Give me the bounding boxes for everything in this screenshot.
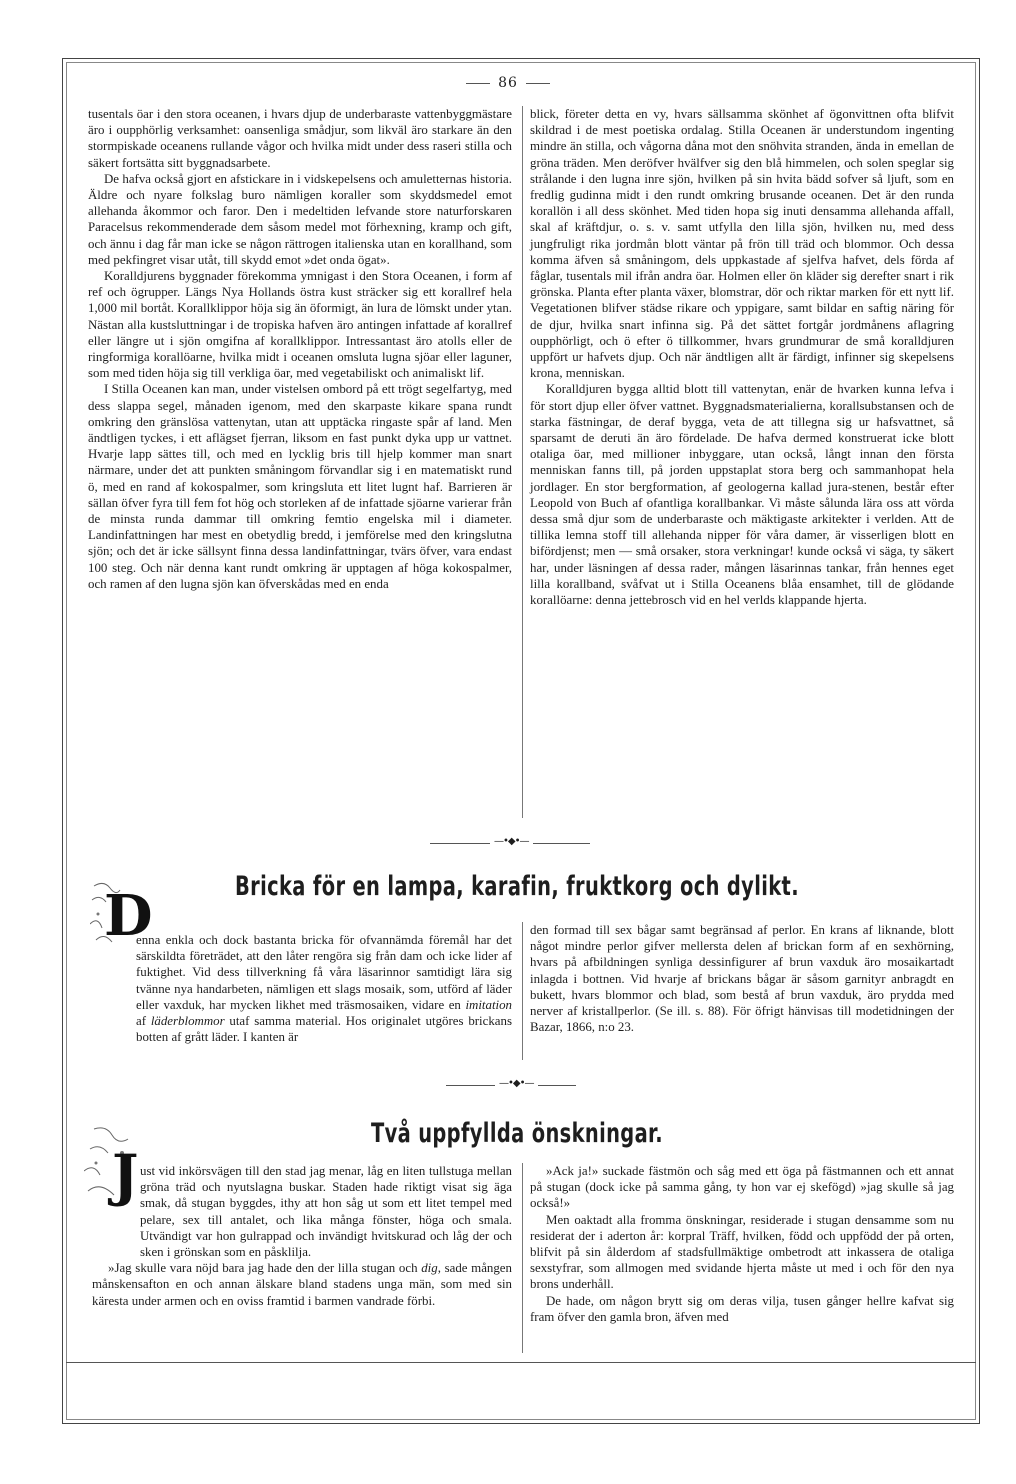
drop-cap-j: J (112, 1143, 139, 1209)
section-title-bricka: Bricka för en lampa, karafin, fruktkorg och dylikt. (234, 871, 799, 902)
column-divider (522, 922, 523, 1060)
paragraph: De hade, om någon brytt sig om deras vilja, tusen gånger hellre kafvat sig fram öfver den gamla bron, äfven med (530, 1293, 954, 1324)
bricka-left-column (92, 932, 512, 1045)
paragraph: Men oaktadt alla fromma önskningar, residerade i stugan densamme som nu residerat der i aderton år: korpral Träff, hvilken, född och uppfödd der på orten, blifvit på sin ålderdom af stadsfullmäktige ombetrodt att inkassera de otaliga sexstyfrar, som allmogen med svidande hjerta måste ut med i och för den nya brons underhåll. (530, 1212, 954, 1292)
paragraph: De hafva också gjort en afstickare in i vidskepelsens och amuletternas historia. Äldre och nyare folkslag buro nämligen koraller som skyddsmedel emot allehanda åkommor och faror. Den i medeltiden lefvande store naturforskaren Paracelsus rekommenderade dem såsom medel mot förhexning, kramp och gift, och ännu i dag får man icke se någon rättrogen italienska utan en korallhand, som med pekfingret visar utåt, till skydd emot »det onda ögat». (88, 171, 512, 267)
page-number: 86 (0, 75, 1016, 91)
paragraph: I Stilla Oceanen kan man, under vistelsen ombord på ett trögt segelfartyg, med dess slappa segel, månaden igenom, med den skarpaste kikare spana rundt omkring den gränslösa vattenytan, utan att upptäcka ringaste spår af land. Men ändtligen tyckes, i ett aflägset fjerran, liksom en fast punkt dyka upp ur vattnet. Hvarje lapp sättes till, och med en lycklig bris till hjelp kommer man snart närmare, under det att punkten småningom förvandlar sig i en matematiskt rund ö, med en rand af kokospalmer, som kringsluta ett litet lugnt haf. Barrieren är sällan öfver fyra till fem fot hög och storleken af de infattade sjöarne varierar från de minsta runda dammar till omkring femtio engelska mil i diameter. Landinfattningen har mest en obetydlig bredd, i jemförelse med den kringslutna sjön; och det är icke sällsynt finna dessa landinfattningar, tvärs öfver, vara endast 100 steg. Och när denna kant rundt omkring är upptagen af höga kokospalmer, och ramen af den lugna sjön kan öfverskådas med en enda (88, 382, 512, 591)
top-article-left-column (88, 106, 512, 592)
bottom-rule (66, 1362, 976, 1363)
separator-ornament-icon: —•◆•— (490, 836, 533, 847)
paragraph: tusentals öar i den stora oceanen, i hvars djup de underbaraste vattenbyggmästare äro i oupphörlig verksamhet: oansenliga smådjur, som likväl äro starkare än den stormpiskade oceanens rullande vågor och hvilka midt under dess raseri stilla och säkert fortsätta sitt byggnadsarbete. (88, 107, 512, 170)
paragraph: Koralldjuren bygga alltid blott till vattenytan, enär de hvarken kunna lefva i för stort djup eller öfver vattnet. Byggnadsmaterialierna, korallsubstansen och de starka fästningar, de deraf bygga, veta de att tillegna sig ur hafsvattnet, så sparsamt de deruti än äro fördelade. De hafva dermed konstruerat icke blott otaliga öar, med millioner inbyggare, utan också, långt innan den första menniskan fanns till, på jorden uppstaplat stora berg och sammanhopat hela jordlager. En stor bergformation, af geologerna kallad jura-stenen, består efter Leopold von Buch af ofantliga korallbankar. Vi måste sålunda lära oss att vörda dessa små djur som de underbaraste och mäktigaste arkitekter i verlden. Att de tillika lemna stoff till allehanda nipper för våra damer, är visserligen blott en bifördjenst; men — små orsaker, stora verkningar! kunde också vi säga, ty säkert har, under läsningen af dessa rader, mången läsarinnas tankar, från hennes eget lilla korallband, svåfvat ut i Stilla Oceanens blåa ensamhet, till de glödande korallöarne: denna jettebrosch vid en hel verlds klappande hjerta. (530, 382, 954, 608)
paragraph: den formad till sex bågar samt begränsad af perlor. En krans af liknande, blott något mindre perlor gifver mellersta delen af brickan form af en sexhörning, hvars på afbildningen synliga dessinfigurer af brun vaxduk äro mosaikartadt inlagda i bottnen. Vid hvarje af brickans bågar är såsom garnityr anbragdt en bukett, hvars blommor och blad, som bestå af brun vaxduk, äro prydda med nerver af kristallperlor. (Se ill. s. 88). För öfrigt hänvisas till modetidningen der Bazar, 1866, n:o 23. (530, 923, 954, 1035)
column-divider (522, 1163, 523, 1353)
section-title-tva: Två uppfyllda önskningar. (370, 1118, 663, 1149)
paragraph: »Ack ja!» suckade fästmön och såg med ett öga på fästmannen och ett annat på stugan (dock icke på samma gång, ty hon var ej skefögd) »jag skulle så jag också!» (530, 1164, 954, 1211)
paragraph: blick, företer detta en vy, hvars sällsamma skönhet af ögonvittnen ofta blifvit skildrad i de mest poetiska ordalag. Stilla Oceanen är understundom ingenting mindre än stilla, och vågorna dåna mot den snöhvita stranden, ända in emellan de gröna träden. Men deröfver hvälfver sig den blå himmelen, och solen speglar sig strålande i den lugna inre sjön, hvilken på sin hvita bädd sofver så ljuft, som en fredlig gudinna midt i den rundt omkring brusande oceanen. Det är den runda korallön i all dess skönhet. Med tiden hopa sig inuti densamma allehanda affall, skal af kräftdjur, o. s. v. samt utfylla den lilla sjön, hvilken nu, med dess jungfruligt rika jordmån blott väntar på frön till träd och blommor. Och dessa komma äfven så småningom, dels uppkastade af sjelfva hafvet, dels förda af fåglar, tusentals mil ifrån andra öar. Holmen eller ön kläder sig derefter snart i rik grönska. Planta efter planta växer, blomstrar, dör och riktar marken för ett nytt lif. Vegetationen blifver städse rikare och yppigare, samt bildar en saftig näring för de djur, hvilka snart infinna sig. På det sättet fortgår jordmånens aflagring oupphörligt, och ö efter ö tillkommer, hvars grundmurar de små koralldjuren uppfört ur hafvets djup. Och när ändtligen allt är färdigt, infinner sig skepelsens krona, menniskan. (530, 107, 954, 381)
tva-left-column (92, 1163, 512, 1309)
separator-ornament-icon: —•◆•— (495, 1078, 538, 1089)
bricka-right-column (530, 922, 954, 1035)
paragraph: enna enkla och dock bastanta bricka för ofvannämda föremål har det särskildta företrädet, att den låter rengöra sig från dam och icke lider af fuktighet. Vid dess tillverkning få våra läsarinnor samtidigt lära sig tvänne nya handarbeten, nämligen ett slags mosaik, som, utförd af läder eller vaxduk, har mycken likhet med träsmosaiken, vidare en imitation af läderblommor utaf samma material. Hos originalet utgöres brickans botten af grått läder. I kanten är (136, 933, 513, 1045)
paragraph: »Jag skulle vara nöjd bara jag hade den der lilla stugan och dig, sade mången månskensafton en och annan älskare bland stadens unga män, som med sin käresta under armen och en oviss framtid i barmen vandrade förbi. (92, 1261, 512, 1308)
top-article-right-column (530, 106, 954, 608)
column-divider (522, 106, 523, 818)
tva-right-column (530, 1163, 954, 1325)
paragraph: ust vid inkörsvägen till den stad jag menar, låg en liten tullstuga mellan gröna träd och nyutslagna buskar. Staden hade riktigt visat sig äga smak, då stugan byggdes, ithy att hon såg ut som ett litet tempel med pelare, sex till antalet, och lika många fönster, höga och smala. Utvändigt var hon gulrappad och invändigt hvitskurad och låg der och sken i grönskan som en påsklilja. (140, 1164, 512, 1260)
paragraph: Koralldjurens byggnader förekomma ymnigast i den Stora Oceanen, i form af ref och ögrupper. Längs Nya Hollands östra kust sträcker sig ett korallref hela 1,000 mil bortåt. Korallklippor höja sig än öformigt, än lura de lömskt under ytan. Nästan alla kustsluttningar i de tropiska hafven äro antingen infattade af korallref eller längre ut i sjön omgifna af korallklippor. Intressantast äro atolls eller de ringformiga korallöarne, hvilka midt i oceanen omsluta lugna sjöar eller laguner, som med tiden höja sig till verkliga öar, med vegetabiliskt och animaliskt lif. (88, 269, 512, 381)
drop-cap-d: D (104, 883, 153, 949)
